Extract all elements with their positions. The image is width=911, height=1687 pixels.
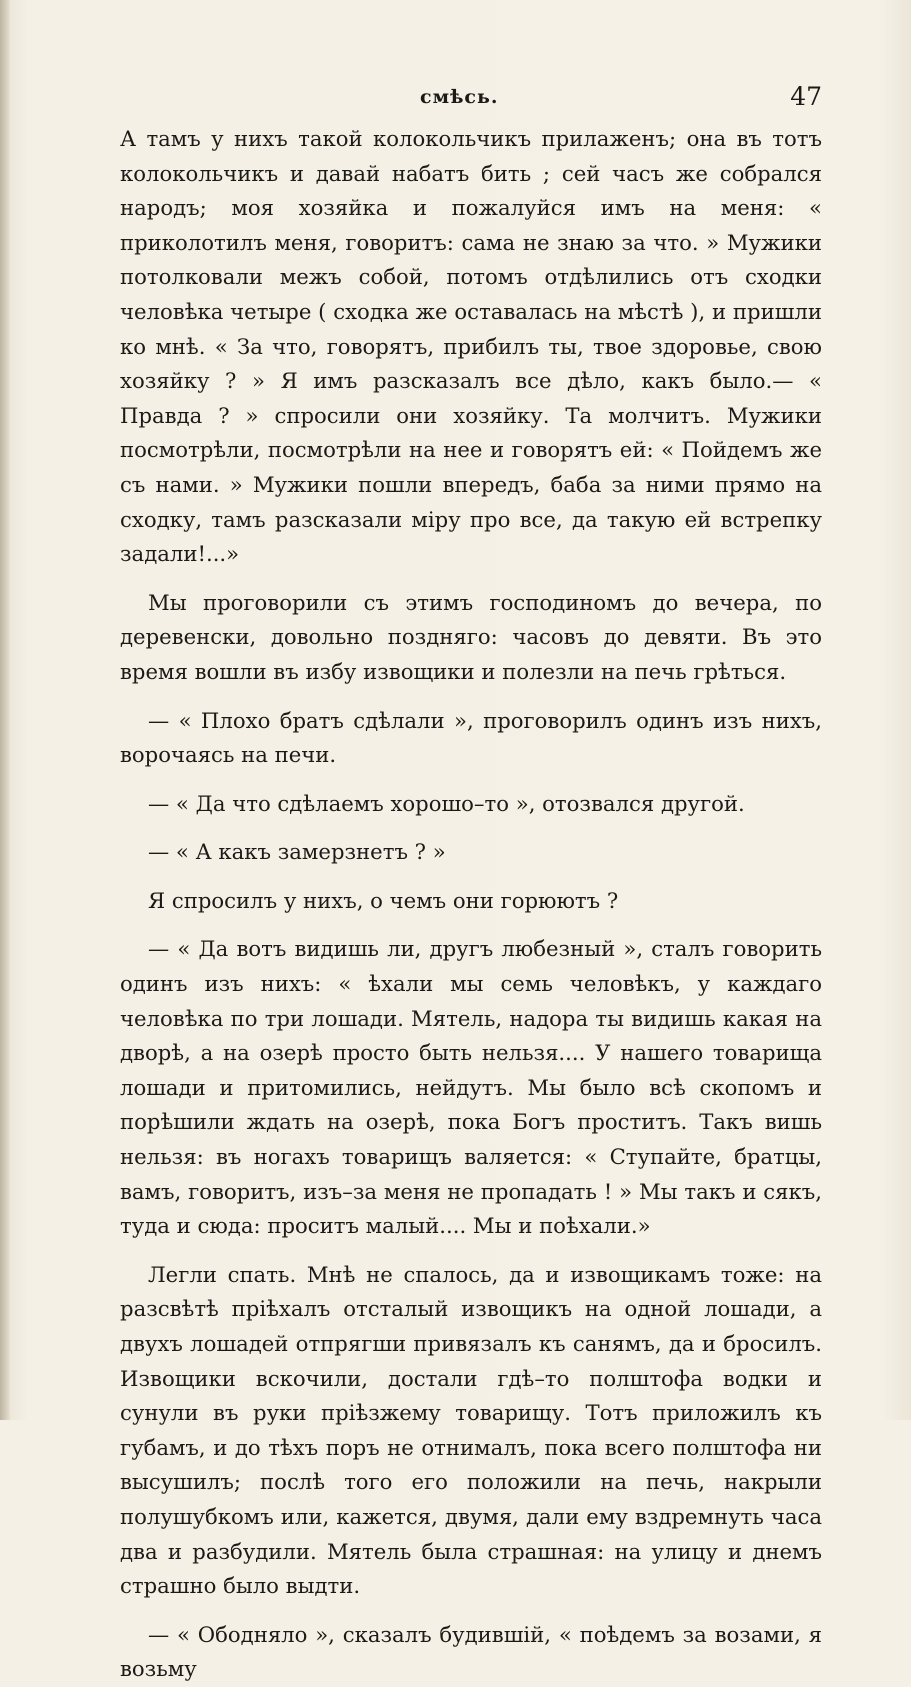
paragraph: Легли спать. Мнѣ не спалось, да и извощикамъ тоже: на разсвѣтѣ пріѣхалъ отсталый извощикъ на одной лошади, а двухъ лошадей отпрягши привязалъ къ санямъ, да и бросилъ. Извощики вскочили, достали гдѣ–то полштофа водки и сунули въ руки пріѣзжему товарищу. Тотъ приложилъ къ губамъ, и до тѣхъ поръ не отнималъ, пока всего полштофа ни высушилъ; послѣ того его положили на печь, накрыли полушубкомъ или, кажется, двумя, дали ему вздремнуть часа два и разбудили. Мятель была страшная: на улицу и днемъ страшно было выдти.	[120, 1261, 822, 1599]
running-head: смѣсь.	[420, 86, 499, 108]
paragraph: Мы проговорили съ этимъ господиномъ до вечера, по деревенски, довольно поздняго: часовъ до девяти. Въ это время вошли въ избу извощики и полезли на печь грѣться.	[120, 589, 822, 684]
paragraph: — « Да вотъ видишь ли, другъ любезный », сталъ говорить одинъ изъ нихъ: « ѣхали мы семь человѣкъ, у каждаго человѣка по три лошади. Мятель, надора ты видишь какая на дворѣ, а на озерѣ просто быть нельзя.... У нашего товарища лошади и притомились, нейдутъ. Мы было всѣ скопомъ и порѣшили ждать на озерѣ, пока Богъ проститъ. Такъ вишь нельзя: въ ногахъ товарищъ валяется: « Ступайте, братцы, вамъ, говоритъ, изъ–за меня не пропадать ! » Мы такъ и сякъ, туда и сюда: проситъ малый.... Мы и поѣхали.»	[120, 936, 822, 1239]
paragraph: Я спросилъ у нихъ, о чемъ они горюютъ ?	[148, 887, 619, 913]
paragraph: — « Да что сдѣлаемъ хорошо–то », отозвался другой.	[148, 790, 745, 816]
paragraph: — « Плохо братъ сдѣлали », проговорилъ одинъ изъ нихъ, ворочаясь на печи.	[120, 707, 822, 768]
page-number: 47	[790, 82, 822, 111]
page-header	[120, 82, 822, 122]
book-spine-shadow	[0, 0, 10, 1420]
paragraph: — « Ободняло », сказалъ будившій, « поѣдемъ за возами, я возьму	[120, 1621, 822, 1682]
body-text	[120, 122, 822, 1687]
paragraph: А тамъ у нихъ такой колокольчикъ прилаженъ; она въ тотъ колокольчикъ и давай набатъ бить ; сей часъ же собрался народъ; моя хозяйка и пожалуйся имъ на меня: « приколотилъ меня, говоритъ: сама не знаю за что. » Мужики потолковали межъ собой, потомъ отдѣлились отъ сходки человѣка четыре ( сходка же оставалась на мѣстѣ ), и пришли ко мнѣ. « За что, говорятъ, прибилъ ты, твое здоровье, свою хозяйку ? » Я имъ разсказалъ все дѣло, какъ было.— « Правда ? » спросили они хозяйку. Та молчитъ. Мужики посмотрѣли, посмотрѣли на нее и говорятъ ей: « Пойдемъ же съ нами. » Мужики пошли впередъ, баба за ними прямо на сходку, тамъ разсказали міру про все, да такую ей встрепку задали!...»	[120, 126, 822, 567]
paragraph: — « А какъ замерзнетъ ? »	[148, 839, 446, 865]
